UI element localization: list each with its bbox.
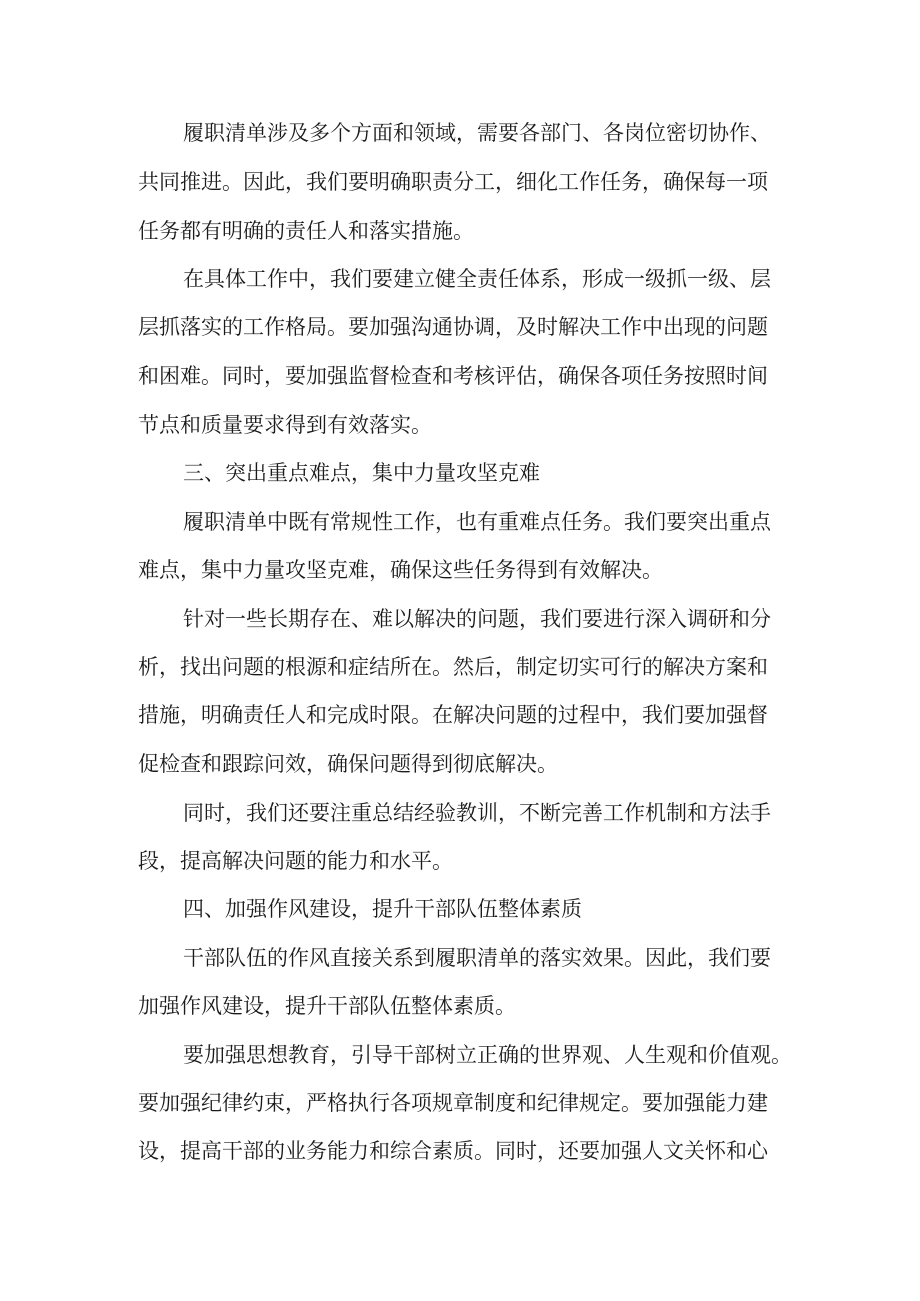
text-line: 履职清单中既有常规性工作，也有重难点任务。我们要突出重点 [183,510,771,534]
text-line: 设，提高干部的业务能力和综合素质。同时，还要加强人文关怀和心 [138,1139,768,1163]
text-line: 履职清单涉及多个方面和领域，需要各部门、各岗位密切协作、 [183,121,771,145]
section-heading: 三、突出重点难点，集中力量攻坚克难 [183,461,540,485]
text-line: 措施，明确责任人和完成时限。在解决问题的过程中，我们要加强督 [138,703,768,727]
text-line: 难点，集中力量攻坚克难，确保这些任务得到有效解决。 [138,558,663,582]
text-line: 任务都有明确的责任人和落实措施。 [138,219,474,243]
text-line: 在具体工作中，我们要建立健全责任体系，形成一级抓一级、层 [183,267,771,291]
text-line: 共同推进。因此，我们要明确职责分工，细化工作任务，确保每一项 [138,170,768,194]
text-line: 要加强纪律约束，严格执行各项规章制度和纪律规定。要加强能力建 [138,1091,768,1115]
text-line: 针对一些长期存在、难以解决的问题，我们要进行深入调研和分 [183,607,771,631]
text-line: 要加强思想教育，引导干部树立正确的世界观、人生观和价值观。 [183,1043,792,1067]
text-line: 段，提高解决问题的能力和水平。 [138,849,453,873]
text-line: 同时，我们还要注重总结经验教训，不断完善工作机制和方法手 [183,801,771,825]
text-line: 干部队伍的作风直接关系到履职清单的落实效果。因此，我们要 [183,946,771,970]
section-heading: 四、加强作风建设，提升干部队伍整体素质 [183,897,582,921]
text-line: 节点和质量要求得到有效落实。 [138,413,432,437]
text-line: 促检查和跟踪问效，确保问题得到彻底解决。 [138,752,558,776]
text-line: 和困难。同时，要加强监督检查和考核评估，确保各项任务按照时间 [138,364,768,388]
text-line: 析，找出问题的根源和症结所在。然后，制定切实可行的解决方案和 [138,655,768,679]
text-line: 加强作风建设，提升干部队伍整体素质。 [138,994,516,1018]
text-line: 层抓落实的工作格局。要加强沟通协调，及时解决工作中出现的问题 [138,315,768,339]
